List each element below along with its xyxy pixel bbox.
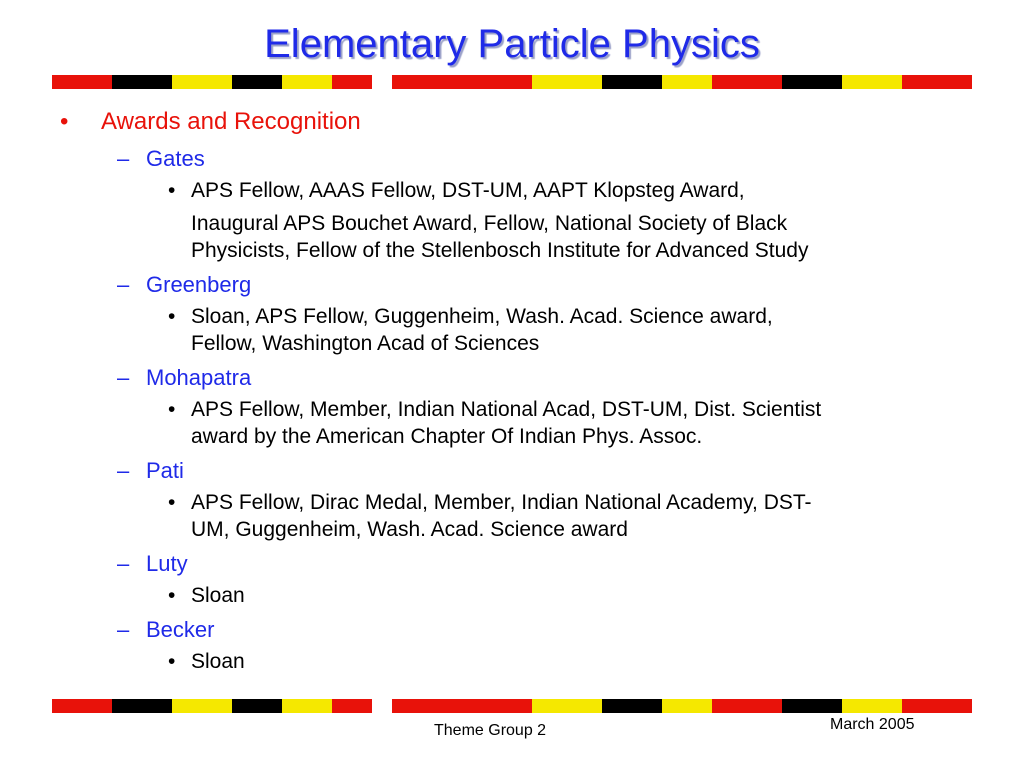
award-text: award by the American Chapter Of Indian Phys. Assoc. [191,425,703,448]
stripe-segment [282,75,332,89]
slide-title: Elementary Particle Physics [264,22,760,66]
bottom-flag-stripe [52,699,972,713]
person-name: Gates [146,146,205,171]
stripe-segment [392,75,532,89]
stripe-segment [662,75,712,89]
award-text: Fellow, Washington Acad of Sciences [191,332,540,355]
dash-bullet: – [117,272,130,297]
dash-bullet: – [117,365,130,390]
stripe-segment [602,75,662,89]
award-text: Sloan [191,650,245,673]
dash-bullet: – [117,617,130,642]
person-name: Greenberg [146,272,252,297]
sub-bullet: • [168,491,176,514]
stripe-segment [282,699,332,713]
dash-bullet: – [117,458,130,483]
award-text: UM, Guggenheim, Wash. Acad. Science award [191,518,628,541]
stripe-segment [842,75,902,89]
footer-theme-group: Theme Group 2 [434,722,547,739]
section-heading: Awards and Recognition [101,108,361,135]
stripe-segment [112,699,172,713]
sub-bullet: • [168,305,176,328]
stripe-segment [332,75,372,89]
stripe-segment [52,699,112,713]
sub-bullet: • [168,398,176,421]
sub-bullet: • [168,584,176,607]
dash-bullet: – [117,551,130,576]
award-text: APS Fellow, Member, Indian National Acad, DST-UM, Dist. Scientist [191,398,822,421]
stripe-segment [712,699,782,713]
stripe-segment [532,699,602,713]
stripe-segment [532,75,602,89]
stripe-segment [232,75,282,89]
award-text: APS Fellow, AAAS Fellow, DST-UM, AAPT Klopsteg Award, [191,179,745,202]
sub-bullet: • [168,650,176,673]
award-text: Sloan, APS Fellow, Guggenheim, Wash. Acad. Science award, [191,305,773,328]
stripe-segment [712,75,782,89]
stripe-segment [782,699,842,713]
award-text: Inaugural APS Bouchet Award, Fellow, National Society of Black [191,212,788,235]
stripe-segment [52,75,112,89]
stripe-segment [112,75,172,89]
stripe-segment [372,75,392,89]
stripe-segment [602,699,662,713]
person-name: Becker [146,617,215,642]
stripe-segment [372,699,392,713]
award-text: Physicists, Fellow of the Stellenbosch Institute for Advanced Study [191,239,809,262]
top-flag-stripe [52,75,972,89]
stripe-segment [782,75,842,89]
heading-bullet: • [60,108,69,135]
stripe-segment [332,699,372,713]
footer-date: March 2005 [830,716,915,733]
stripe-segment [232,699,282,713]
award-text: Sloan [191,584,245,607]
person-name: Luty [146,551,188,576]
stripe-segment [392,699,532,713]
stripe-segment [662,699,712,713]
sub-bullet: • [168,179,176,202]
stripe-segment [172,75,232,89]
person-name: Mohapatra [146,365,252,390]
stripe-segment [902,75,972,89]
award-text: APS Fellow, Dirac Medal, Member, Indian National Academy, DST- [191,491,812,514]
stripe-segment [172,699,232,713]
person-name: Pati [146,458,184,483]
stripe-segment [842,699,902,713]
dash-bullet: – [117,146,130,171]
stripe-segment [902,699,972,713]
